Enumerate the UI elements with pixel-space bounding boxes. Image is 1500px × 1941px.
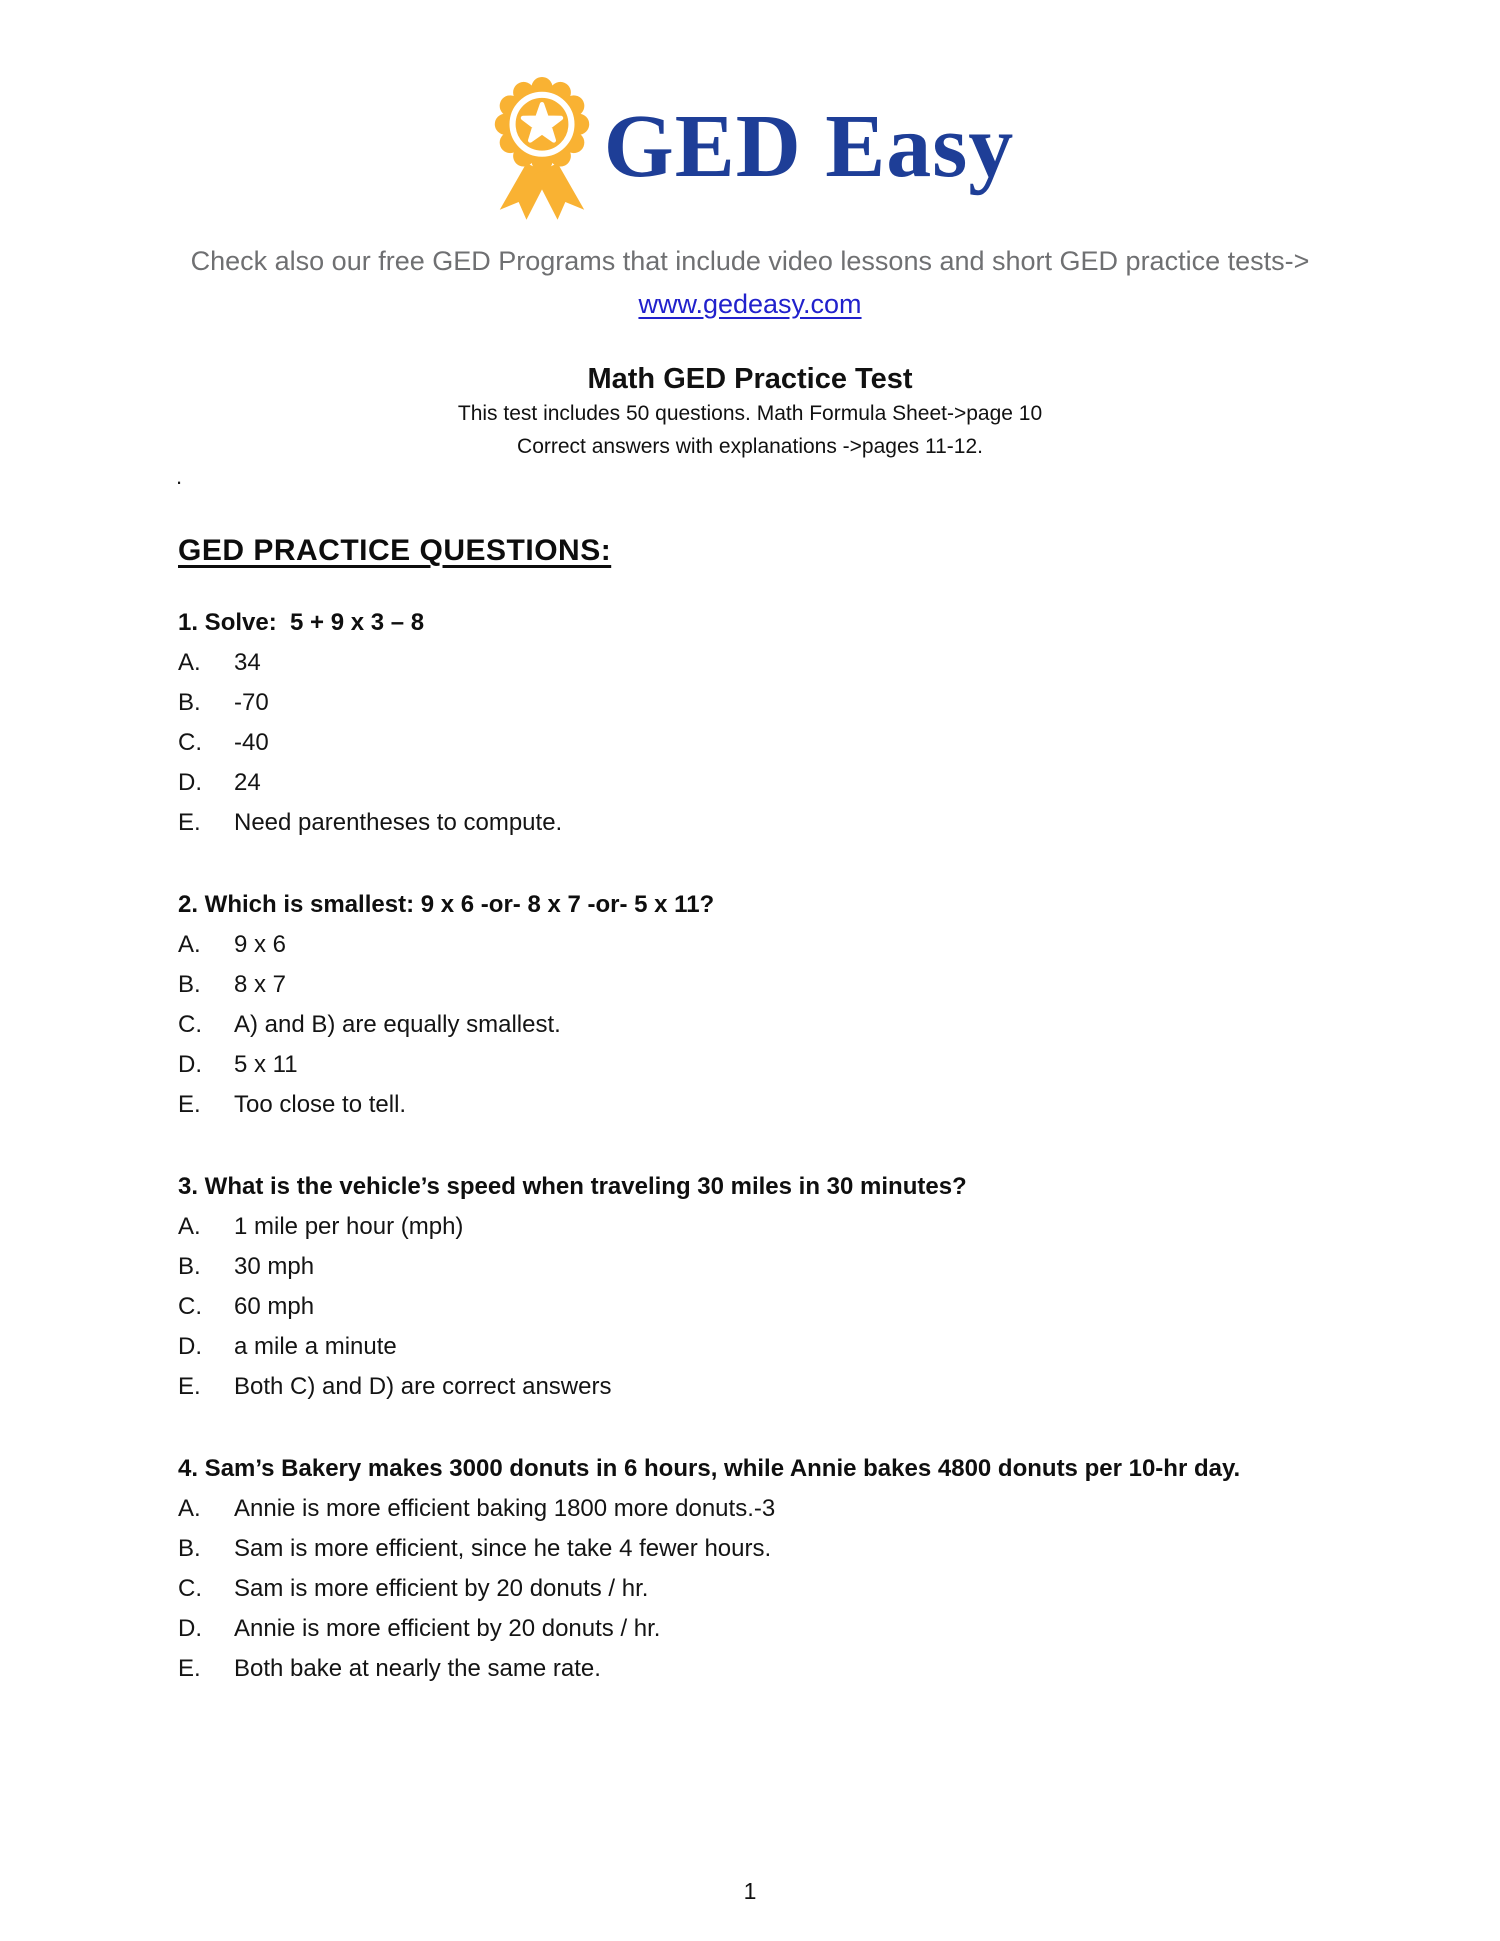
options-list bbox=[178, 1489, 1350, 1689]
option-letter: B. bbox=[178, 689, 201, 716]
option-text: a mile a minute bbox=[234, 1333, 397, 1360]
option-text: 9 x 6 bbox=[234, 931, 287, 958]
promo-tagline: Check also our free GED Programs that include video lessons and short GED practice tests-> bbox=[190, 246, 1310, 276]
question-prompt: 1. Solve: 5 + 9 x 3 – 8 bbox=[178, 609, 425, 636]
option-text: 34 bbox=[234, 649, 261, 676]
answer-option bbox=[178, 683, 1350, 723]
answer-option bbox=[178, 1569, 1350, 1609]
document-subtitle-2: Correct answers with explanations ->pages 11-12. bbox=[517, 435, 983, 458]
options-list bbox=[178, 643, 1350, 843]
option-text: Annie is more efficient by 20 donuts / hr. bbox=[234, 1615, 661, 1642]
option-text: 30 mph bbox=[234, 1253, 315, 1280]
option-text: 8 x 7 bbox=[234, 971, 287, 998]
answer-option bbox=[178, 723, 1350, 763]
option-text: Both C) and D) are correct answers bbox=[234, 1373, 612, 1400]
answer-option bbox=[178, 1489, 1350, 1529]
website-link-row bbox=[0, 289, 1500, 319]
option-letter: E. bbox=[178, 1655, 201, 1682]
brand-name: GED Easy bbox=[603, 97, 1015, 196]
answer-option bbox=[178, 1287, 1350, 1327]
option-letter: C. bbox=[178, 729, 202, 756]
answer-option bbox=[178, 1207, 1350, 1247]
question-prompt: 3. What is the vehicle’s speed when traveling 30 miles in 30 minutes? bbox=[178, 1173, 967, 1200]
options-list bbox=[178, 925, 1350, 1125]
option-letter: E. bbox=[178, 809, 201, 836]
answer-option bbox=[178, 1247, 1350, 1287]
answer-option bbox=[178, 965, 1350, 1005]
questions-list bbox=[178, 603, 1350, 1689]
option-text: Both bake at nearly the same rate. bbox=[234, 1655, 601, 1682]
section-heading: GED PRACTICE QUESTIONS: bbox=[178, 534, 612, 567]
document-subtitle-1: This test includes 50 questions. Math Formula Sheet->page 10 bbox=[457, 402, 1043, 425]
page-number: 1 bbox=[743, 1878, 757, 1904]
ged-easy-logo bbox=[0, 68, 1500, 226]
option-letter: A. bbox=[178, 1213, 201, 1240]
option-text: 1 mile per hour (mph) bbox=[234, 1213, 464, 1240]
answer-option bbox=[178, 803, 1350, 843]
answer-option bbox=[178, 925, 1350, 965]
option-text: 60 mph bbox=[234, 1293, 315, 1320]
option-letter: B. bbox=[178, 971, 201, 998]
answer-option bbox=[178, 1367, 1350, 1407]
question-prompt: 2. Which is smallest: 9 x 6 -or- 8 x 7 -or- 5 x 11? bbox=[178, 891, 715, 918]
answer-option bbox=[178, 1609, 1350, 1649]
option-letter: E. bbox=[178, 1373, 201, 1400]
option-text: Need parentheses to compute. bbox=[234, 809, 563, 836]
option-text: 5 x 11 bbox=[234, 1051, 298, 1078]
question-block bbox=[178, 1167, 1350, 1407]
answer-option bbox=[178, 1649, 1350, 1689]
option-letter: C. bbox=[178, 1575, 202, 1602]
answer-option bbox=[178, 643, 1350, 683]
options-list bbox=[178, 1207, 1350, 1407]
option-text: -70 bbox=[234, 689, 269, 716]
option-letter: C. bbox=[178, 1011, 202, 1038]
option-letter: C. bbox=[178, 1293, 202, 1320]
option-letter: D. bbox=[178, 769, 202, 796]
option-letter: A. bbox=[178, 1495, 201, 1522]
answer-option bbox=[178, 1085, 1350, 1125]
option-letter: A. bbox=[178, 649, 201, 676]
answer-option bbox=[178, 1529, 1350, 1569]
option-letter: D. bbox=[178, 1051, 202, 1078]
option-text: Sam is more efficient, since he take 4 fewer hours. bbox=[234, 1535, 772, 1562]
answer-option bbox=[178, 1327, 1350, 1367]
answer-option bbox=[178, 1045, 1350, 1085]
option-text: -40 bbox=[234, 729, 269, 756]
option-text: A) and B) are equally smallest. bbox=[234, 1011, 561, 1038]
option-letter: B. bbox=[178, 1253, 201, 1280]
option-text: Annie is more efficient baking 1800 more donuts.-3 bbox=[234, 1495, 776, 1522]
option-letter: A. bbox=[178, 931, 201, 958]
option-letter: D. bbox=[178, 1333, 202, 1360]
question-prompt: 4. Sam’s Bakery makes 3000 donuts in 6 hours, while Annie bakes 4800 donuts per 10-hr day. bbox=[178, 1455, 1241, 1482]
option-letter: E. bbox=[178, 1091, 201, 1118]
answer-option bbox=[178, 1005, 1350, 1045]
option-text: 24 bbox=[234, 769, 261, 796]
stray-period: . bbox=[176, 464, 183, 489]
award-ribbon-icon bbox=[486, 72, 598, 222]
question-block bbox=[178, 603, 1350, 843]
answer-option bbox=[178, 763, 1350, 803]
option-letter: D. bbox=[178, 1615, 202, 1642]
option-text: Too close to tell. bbox=[234, 1091, 407, 1118]
document-title: Math GED Practice Test bbox=[587, 363, 913, 395]
question-block bbox=[178, 885, 1350, 1125]
question-block bbox=[178, 1449, 1350, 1689]
option-letter: B. bbox=[178, 1535, 201, 1562]
option-text: Sam is more efficient by 20 donuts / hr. bbox=[234, 1575, 649, 1602]
website-link[interactable]: www.gedeasy.com bbox=[638, 289, 862, 319]
